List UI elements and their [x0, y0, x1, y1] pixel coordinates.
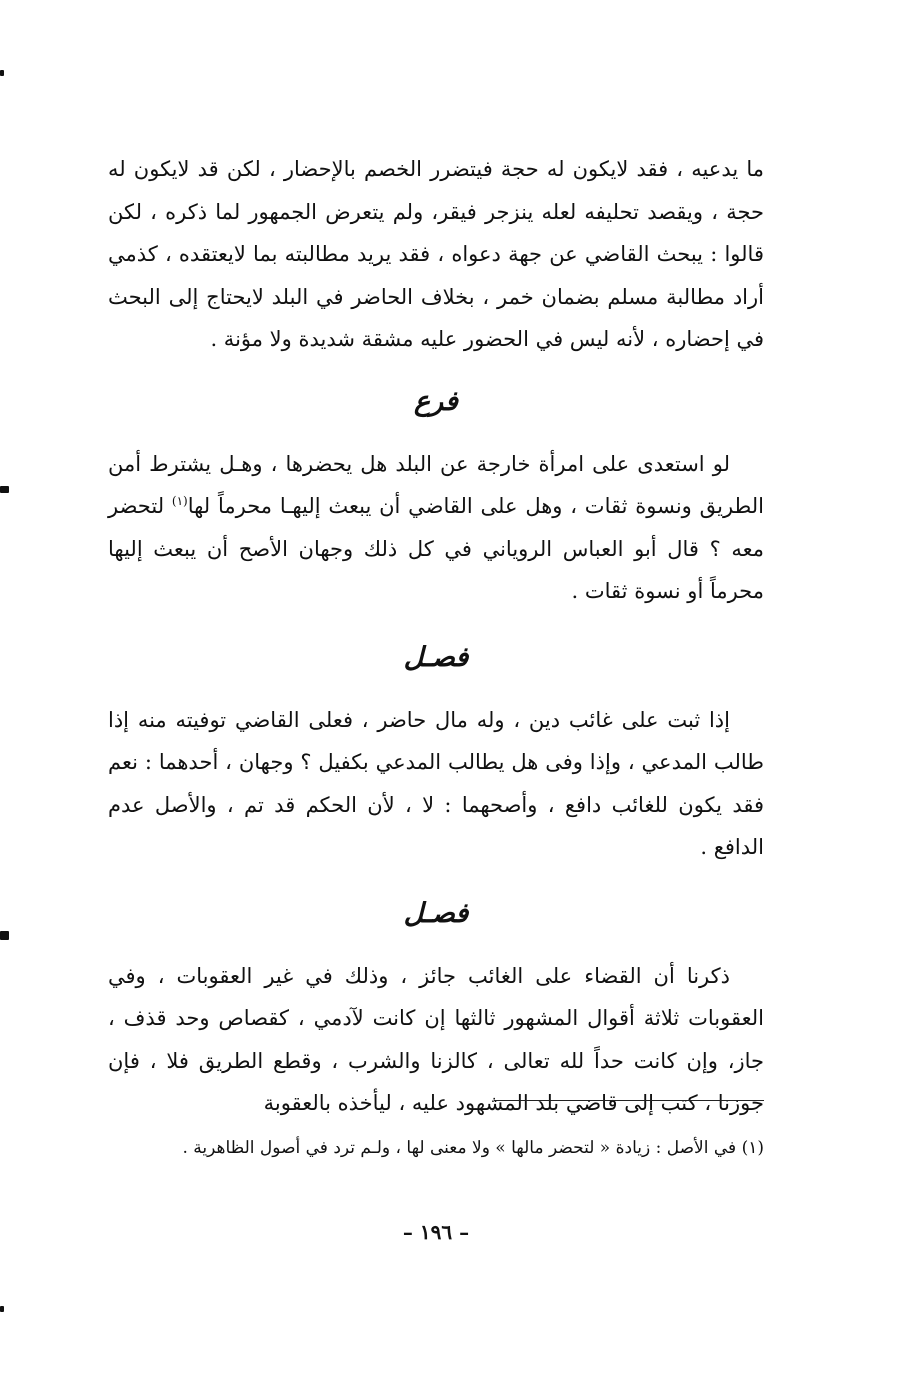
margin-mark [0, 1306, 4, 1312]
footnote-reference[interactable]: (١) [171, 494, 188, 508]
paragraph-2-text-b: لتحضر معه ؟ قال أبو العباس الروياني في كل ذلك وجهان الأصح أن يبعث إليها محرماً أو نسوة ثقات . [108, 494, 764, 603]
page-body [108, 148, 764, 1244]
section-heading-far: فرع [414, 385, 458, 417]
footnote: (١) في الأصل : زيادة « لتحضر مالها » ولا معنى لها ، ولـم ترد في أصول الظاهرية . [182, 1138, 764, 1158]
section-heading-fasl-1: فصـل [403, 641, 469, 673]
paragraph-2 [108, 443, 764, 613]
paragraph-1: ما يدعيه ، فقد لايكون له حجة فيتضرر الخصم بالإحضار ، لكن قد لايكون له حجة ، ويقصد تحليفه لعله ينزجر فيقر، ولم يتعرض الجمهور لما ذكره ، لكن قالوا : يبحث القاضي عن جهة دعواه ، فقد يريد مطالبته بما لايعتقده ، كذمي أراد مطالبة مسلم بضمان خمر ، بخلاف الحاضر في البلد لايحتاج إلى البحث في إحضاره ، لأنه ليس في الحضور عليه مشقة شديدة ولا مؤنة . [108, 157, 764, 351]
footnote-divider [494, 1100, 764, 1101]
section-heading-fasl-2: فصـل [403, 897, 469, 929]
margin-mark [0, 486, 9, 493]
paragraph-3: إذا ثبت على غائب دين ، وله مال حاضر ، فعلى القاضي توفيته منه إذا طالب المدعي ، وإذا وفى هل يطالب المدعي بكفيل ؟ وجهان ، أحدهما : نعم فقد يكون للغائب دافع ، وأصحهما : لا ، لأن الحكم قد تم ، والأصل عدم الدافع . [108, 707, 764, 859]
paragraph-2-text-a: لو استعدى على امرأة خارجة عن البلد هل يحضرها ، وهـل يشترط أمن الطريق ونسوة ثقات ، وهل على القاضي أن يبعث إليهـا محرماً لها [108, 451, 764, 518]
page-number: – ١٩٦ – [402, 1220, 470, 1244]
paragraph-4: ذكرنا أن القضاء على الغائب جائز ، وذلك في غير العقوبات ، وفي العقوبات ثلاثة أقوال المشهور ثالثها إن كانت لآدمي ، كقصاص وحد قذف ، جاز، وإن كانت حداً لله تعالى ، كالزنا والشرب ، وقطع الطريق فلا ، فإن جوزنا ، كتب إلى قاضي بلد المشهود عليه ، ليأخذه بالعقوبة [108, 963, 764, 1115]
margin-mark [0, 70, 4, 76]
margin-mark [0, 931, 9, 940]
